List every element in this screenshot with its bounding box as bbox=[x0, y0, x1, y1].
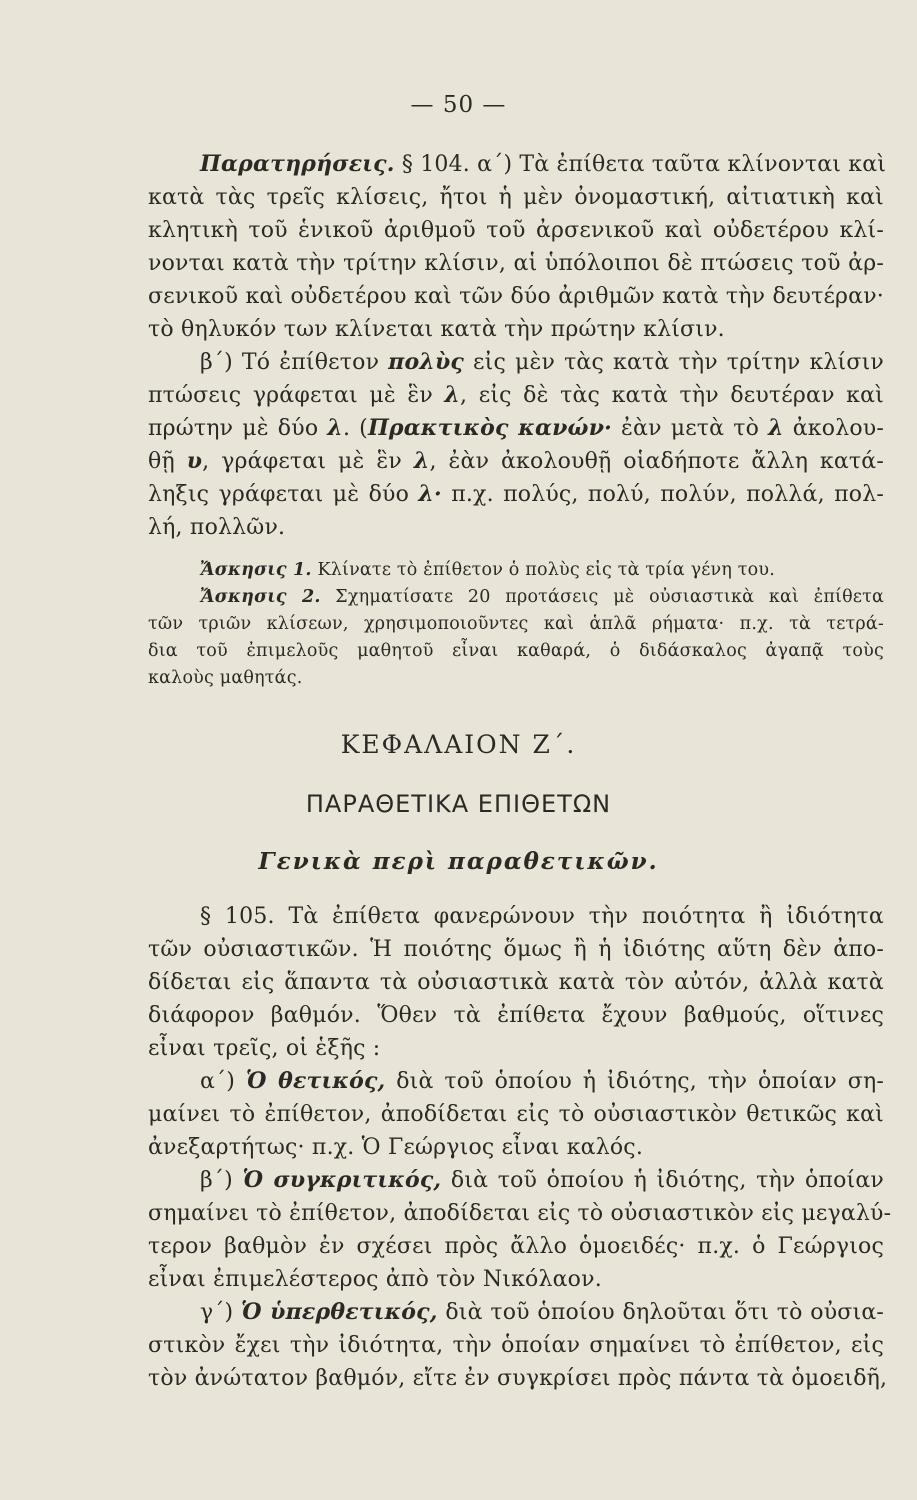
degree-comparative: β΄) Ὁ συγκριτικός, διὰ τοῦ ὁποίου ἡ ἰδιότης, τὴν ὁποίαν bbox=[200, 1167, 884, 1193]
observations-paragraph bbox=[148, 148, 887, 544]
text-line: ἀνεξαρτήτως· π.χ. Ὁ Γεώργιος εἶναι καλός. bbox=[148, 1135, 644, 1160]
text-line: νονται κατὰ τὴν τρίτην κλίσιν, αἱ ὑπόλοιποι δὲ πτώσεις τοῦ ἀρ- bbox=[148, 251, 884, 276]
positive-term: Ὁ θετικός, bbox=[245, 1068, 386, 1094]
degree-positive: α΄) Ὁ θετικός, διὰ τοῦ ὁποίου ἡ ἰδιότης, τὴν ὁποίαν ση- bbox=[200, 1068, 885, 1094]
text-line: κατὰ τὰς τρεῖς κλίσεις, ἤτοι ἡ μὲν ὀνομαστική, αἰτιατικὴ καὶ bbox=[148, 185, 884, 210]
text-line: κλητικὴ τοῦ ἑνικοῦ ἀριθμοῦ τοῦ ἀρσενικοῦ καὶ οὐδετέρου κλί- bbox=[148, 218, 884, 243]
degree-superlative: γ΄) Ὁ ὑπερθετικός, διὰ τοῦ ὁποίου δηλοῦται ὅτι τὸ οὐσια- bbox=[200, 1299, 885, 1325]
comparative-term: Ὁ συγκριτικός, bbox=[242, 1167, 442, 1193]
text-line: σημαίνει τὸ ἐπίθετον, ἀποδίδεται εἰς τὸ οὐσιαστικὸν εἰς μεγαλύ- bbox=[148, 1201, 892, 1226]
practical-rule-label: Πρακτικὸς κανών· bbox=[367, 415, 613, 441]
text-line: στικὸν ἔχει τὴν ἰδιότητα, τὴν ὁποίαν σημαίνει τὸ ἐπίθετον, εἰς bbox=[148, 1333, 884, 1358]
text-line: § 105. Τὰ ἐπίθετα φανερώνουν τὴν ποιότητα ἢ ἰδιότητα bbox=[200, 904, 884, 929]
superlative-term: Ὁ ὑπερθετικός, bbox=[241, 1299, 438, 1325]
text-line: λή, πολλῶν. bbox=[148, 515, 286, 540]
section-105 bbox=[148, 900, 892, 1395]
exercise-2-label: Ἄσκησις 2. bbox=[200, 587, 321, 607]
text-line: πρώτην μὲ δύο λ. (Πρακτικὸς κανών· ἐὰν μετὰ τὸ λ ἀκολου- bbox=[148, 415, 885, 441]
exercises-block bbox=[148, 557, 884, 692]
observations-label: Παρατηρήσεις. bbox=[200, 151, 395, 177]
chapter-subtitle: Γενικὰ περὶ παραθετικῶν. bbox=[258, 848, 659, 875]
text-line: τὸ θηλυκόν των κλίνεται κατὰ τὴν πρώτην κλίσιν. bbox=[148, 317, 725, 342]
text-line: Παρατηρήσεις. § 104. α΄) Τὰ ἐπίθετα ταῦτα κλίνονται καὶ bbox=[200, 151, 887, 177]
word-polys: πολὺς bbox=[388, 349, 465, 375]
text-line: τερον βαθμὸν ἐν σχέσει πρὸς ἄλλο ὁμοειδές· π.χ. ὁ Γεώργιος bbox=[148, 1234, 884, 1259]
text-line: δίδεται εἰς ἅπαντα τὰ οὐσιαστικὰ κατὰ τὸν αὐτόν, ἀλλὰ κατὰ bbox=[148, 970, 884, 995]
text-line: διάφορον βαθμόν. Ὅθεν τὰ ἐπίθετα ἔχουν βαθμούς, οἵτινες bbox=[148, 1003, 884, 1028]
text-line: τῶν τριῶν κλίσεων, χρησιμοποιοῦντες καὶ ἁπλᾶ ρήματα· π.χ. τὰ τετρά- bbox=[148, 614, 884, 634]
text-line: εἶναι ἐπιμελέστερος ἀπὸ τὸν Νικόλαον. bbox=[148, 1267, 602, 1292]
text-line: μαίνει τὸ ἐπίθετον, ἀποδίδεται εἰς τὸ οὐσιαστικὸν θετικῶς καὶ bbox=[148, 1102, 884, 1127]
text-line: εἶναι τρεῖς, οἱ ἑξῆς : bbox=[148, 1036, 381, 1061]
exercise-1-label: Ἄσκησις 1. bbox=[200, 560, 312, 580]
text-line: πτώσεις γράφεται μὲ ἓν λ, εἰς δὲ τὰς κατὰ τὴν δευτέραν καὶ bbox=[148, 382, 884, 408]
page-number: — 50 — bbox=[410, 92, 507, 118]
text-line: καλοὺς μαθητάς. bbox=[148, 668, 303, 688]
exercise-1: Ἄσκησις 1. Κλίνατε τὸ ἐπίθετον ὁ πολὺς εἰς τὰ τρία γένη του. bbox=[200, 560, 776, 580]
chapter-title: ΠΑΡΑΘΕΤΙΚΑ ΕΠΙΘΕΤΩΝ bbox=[305, 790, 612, 818]
text-line: θῇ υ, γράφεται μὲ ἓν λ, ἐὰν ἀκολουθῇ οἱαδήποτε ἄλλη κατά- bbox=[148, 448, 884, 474]
text-line: β΄) Τό ἐπίθετον πολὺς εἰς μὲν τὰς κατὰ τὴν τρίτην κλίσιν bbox=[200, 349, 884, 375]
exercise-2: Ἄσκησις 2. Σχηματίσατε 20 προτάσεις μὲ οὐσιαστικὰ καὶ ἐπίθετα bbox=[200, 587, 884, 607]
text-line: ληξις γράφεται μὲ δύο λ· π.χ. πολύς, πολύ, πολύν, πολλά, πολ- bbox=[148, 481, 884, 507]
text-line: τῶν οὐσιαστικῶν. Ἡ ποιότης ὅμως ἢ ἡ ἰδιότης αὕτη δὲν ἀπο- bbox=[148, 937, 884, 962]
chapter-heading: ΚΕΦΑΛΑΙΟΝ Ζ΄. bbox=[340, 730, 577, 759]
text-line: τὸν ἀνώτατον βαθμόν, εἴτε ἐν συγκρίσει πρὸς πάντα τὰ ὁμοειδῆ, bbox=[148, 1366, 888, 1391]
text-line: σενικοῦ καὶ οὐδετέρου καὶ τῶν δύο ἀριθμῶν κατὰ τὴν δευτέραν· bbox=[148, 284, 884, 309]
text-line: δια τοῦ ἐπιμελοῦς μαθητοῦ εἶναι καθαρά, ὁ διδάσκαλος ἀγαπᾷ τοὺς bbox=[148, 641, 884, 661]
